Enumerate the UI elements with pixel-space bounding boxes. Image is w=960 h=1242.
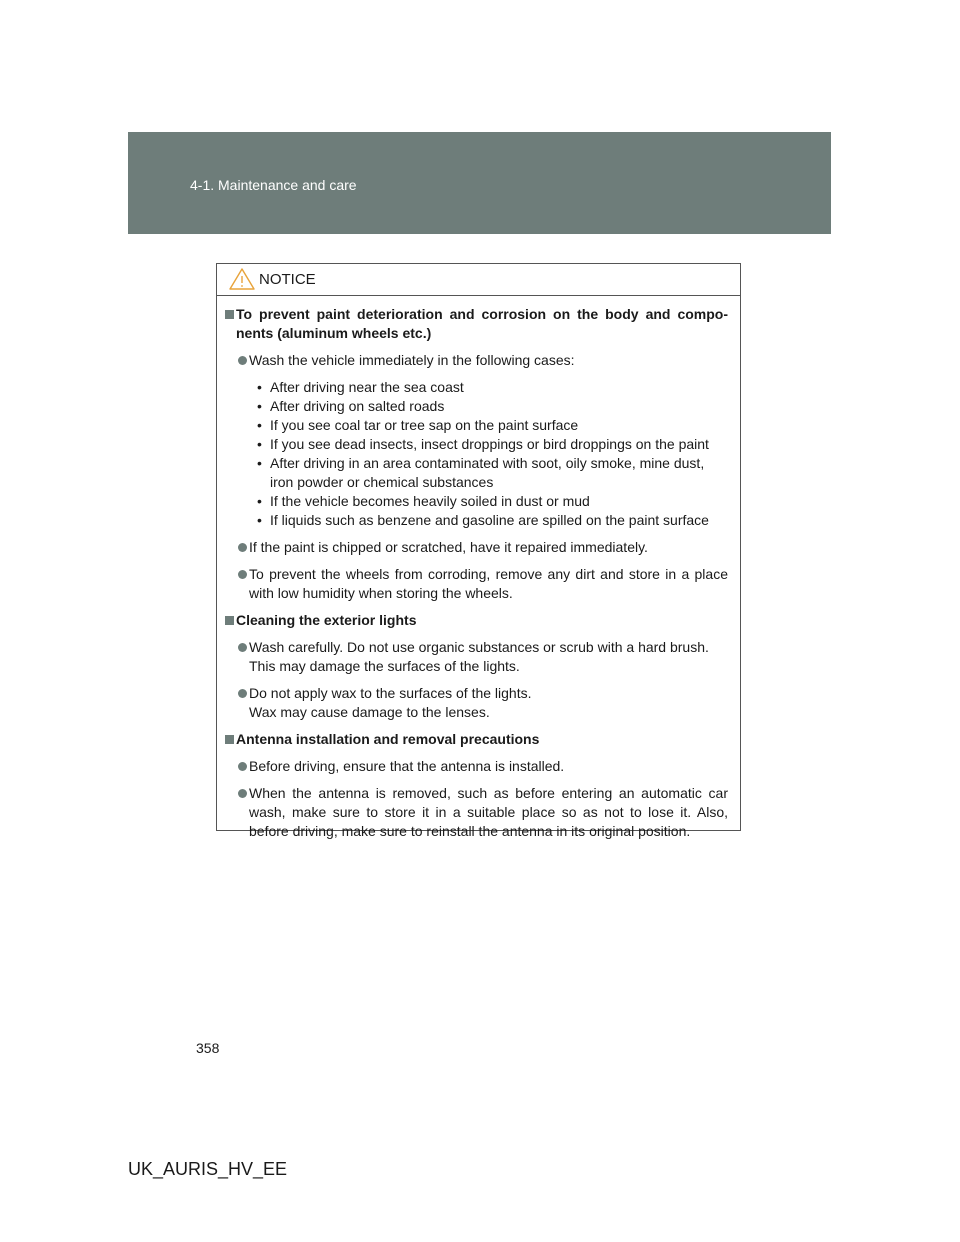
notice-content <box>217 296 740 841</box>
bullet-wash-immediately: Wash the vehicle immediately in the following cases: <box>217 351 740 370</box>
section-heading-antenna: Antenna installation and removal precautions <box>217 730 740 749</box>
bullet-line: Wash carefully. Do not use organic substances or scrub with a hard brush. <box>249 639 709 655</box>
bullet-no-wax <box>217 684 740 722</box>
bullet-line: Wax may cause damage to the lenses. <box>249 704 490 720</box>
case-item: • If the vehicle becomes heavily soiled in dust or mud <box>217 492 740 511</box>
case-item: • If you see coal tar or tree sap on the paint surface <box>217 416 740 435</box>
case-item: • After driving on salted roads <box>217 397 740 416</box>
case-list <box>217 378 740 530</box>
bullet-line: Do not apply wax to the surfaces of the lights. <box>249 685 532 701</box>
bullet-antenna-installed: Before driving, ensure that the antenna is installed. <box>217 757 740 776</box>
bullet-line: This may damage the surfaces of the lights. <box>249 658 520 674</box>
section-heading-lights: Cleaning the exterior lights <box>217 611 740 630</box>
case-item: • If liquids such as benzene and gasoline are spilled on the paint surface <box>217 511 740 530</box>
section-heading-paint: To prevent paint deterioration and corrosion on the body and compo- nents (aluminum wheels etc.) <box>217 305 740 343</box>
notice-header <box>217 264 740 296</box>
bullet-wash-carefully <box>217 638 740 676</box>
section-header-band <box>128 132 831 234</box>
case-item: • After driving in an area contaminated with soot, oily smoke, mine dust, iron powder or chemical substances <box>217 454 740 492</box>
case-item: • If you see dead insects, insect droppings or bird droppings on the paint <box>217 435 740 454</box>
warning-triangle-icon <box>229 268 255 290</box>
notice-title: NOTICE <box>259 271 316 288</box>
bullet-paint-chipped: If the paint is chipped or scratched, have it repaired immediately. <box>217 538 740 557</box>
bullet-antenna-removed: When the antenna is removed, such as before entering an automatic car wash, make sure to store it in a suitable place so as not to lose it. Also, before driving, make sure to reinstall the antenna in its original position. <box>217 784 740 841</box>
page-number: 358 <box>196 1040 220 1056</box>
case-item: • After driving near the sea coast <box>217 378 740 397</box>
section-title: 4-1. Maintenance and care <box>190 177 357 193</box>
bullet-wheel-storage: To prevent the wheels from corroding, remove any dirt and store in a place with low humidity when storing the wheels. <box>217 565 740 603</box>
notice-box <box>216 263 741 839</box>
document-code: UK_AURIS_HV_EE <box>128 1159 288 1179</box>
